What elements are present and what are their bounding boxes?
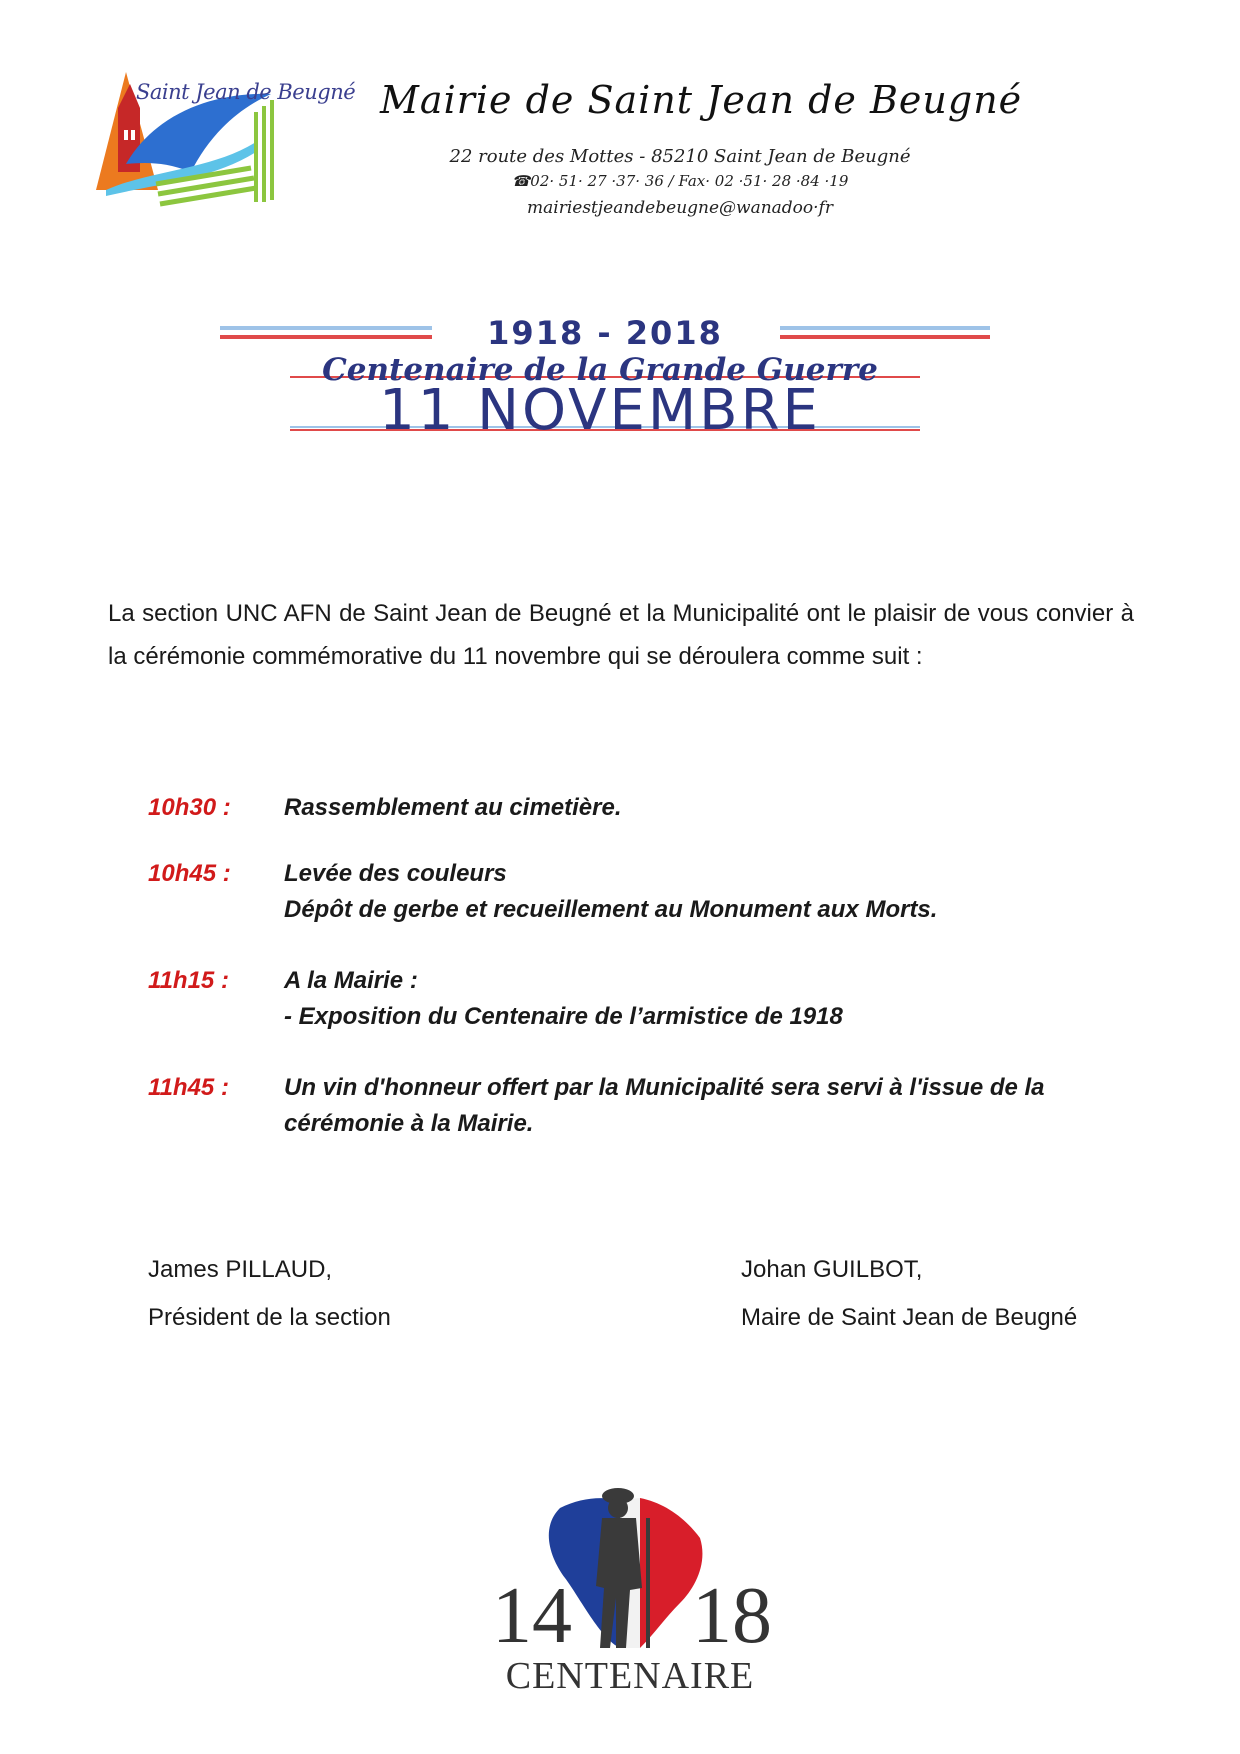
signature-left-role: Président de la section: [148, 1304, 391, 1331]
signature-left-name: James PILLAUD,: [148, 1256, 333, 1283]
program-time: 10h30 :: [148, 794, 231, 821]
program-line: Rassemblement au cimetière.: [284, 794, 622, 821]
mairie-address: 22 route des Mottes - 85210 Saint Jean de Beugné: [449, 146, 911, 167]
phone-fax-text: 02· 51· 27 ·37· 36 / Fax· 02 ·51· 28 ·84 ·19: [530, 172, 849, 190]
program-time: 11h15 :: [148, 967, 229, 994]
centenaire-left-number: 14: [492, 1572, 572, 1660]
program-time: 11h45 :: [148, 1074, 229, 1101]
banner-years: 1918 - 2018: [487, 314, 723, 352]
phone-icon: ☎: [511, 172, 531, 190]
mairie-email: mairiestjeandebeugne@wanadoo·fr: [527, 198, 833, 218]
program-line: A la Mairie :: [284, 967, 418, 994]
program-line: Dépôt de gerbe et recueillement au Monument aux Morts.: [284, 896, 938, 923]
signature-right-name: Johan GUILBOT,: [741, 1256, 923, 1283]
logo-wordmark: Saint Jean de Beugné: [136, 80, 356, 104]
mairie-title: Mairie de Saint Jean de Beugné: [380, 78, 1023, 122]
program-line: - Exposition du Centenaire de l’armistice de 1918: [284, 1003, 843, 1030]
centenaire-1418-logo: [480, 1478, 780, 1708]
invitation-paragraph: La section UNC AFN de Saint Jean de Beugné et la Municipalité ont le plaisir de vous convier à la cérémonie commémorative du 11 novembre qui se déroulera comme suit :: [108, 600, 1134, 670]
program-line: Un vin d'honneur offert par la Municipalité sera servi à l'issue de la cérémonie à la Mairie.: [284, 1074, 1045, 1137]
centenaire-word: CENTENAIRE: [505, 1655, 755, 1697]
mairie-phone-fax: [300, 172, 1060, 190]
signature-right-role: Maire de Saint Jean de Beugné: [741, 1304, 1078, 1331]
program-time: 10h45 :: [148, 860, 231, 887]
program-line: Levée des couleurs: [284, 860, 507, 887]
banner-subtitle: Centenaire de la Grande Guerre: [322, 352, 878, 388]
banner-date: 11 NOVEMBRE: [379, 378, 821, 443]
centenary-banner: [220, 314, 990, 443]
municipal-logo: [96, 72, 356, 212]
centenaire-right-number: 18: [692, 1572, 772, 1660]
